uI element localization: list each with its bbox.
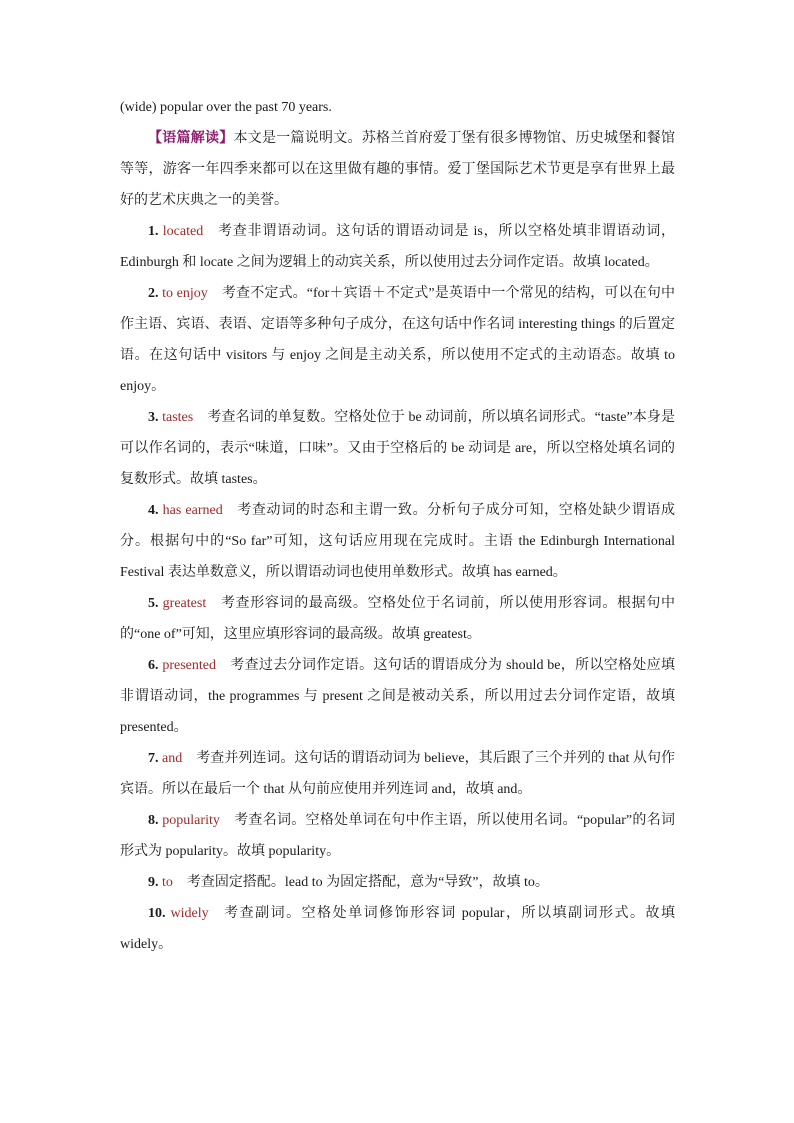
item-answer: and xyxy=(162,751,183,766)
item-number: 2. xyxy=(148,286,159,301)
answer-explanation-page xyxy=(120,92,675,960)
analysis-text: 本文是一篇说明文。苏格兰首府爱丁堡有很多博物馆、历史城堡和餐馆等等，游客一年四季来都可以在这里做有趣的事情。爱丁堡国际艺术节更是享有世界上最好的艺术庆典之一的美誉。 xyxy=(120,131,675,208)
item-explanation: 考查非谓语动词。这句话的谓语动词是 is，所以空格处填非谓语动词，Edinburgh 和 locate 之间为逻辑上的动宾关系，所以使用过去分词作定语。故填 located。 xyxy=(120,224,675,270)
item-explanation: 考查并列连词。这句话的谓语动词为 believe，其后跟了三个并列的 that 从句作宾语。所以在最后一个 that 从句前应使用并列连词 and，故填 and。 xyxy=(120,751,675,797)
item-number: 6. xyxy=(148,658,159,673)
item-answer: popularity xyxy=(162,813,220,828)
item-explanation: 考查名词。空格处单词在句中作主语，所以使用名词。“popular”的名词形式为 popularity。故填 popularity。 xyxy=(120,813,676,859)
explanation-item-3 xyxy=(120,402,675,495)
explanation-item-8 xyxy=(120,805,675,867)
item-number: 3. xyxy=(148,410,159,425)
item-explanation: 考查不定式。“for＋宾语＋不定式”是英语中一个常见的结构，可以在句中作主语、宾语、表语、定语等多种句子成分，在这句话中作名词 interesting things 的后置定语。在这句话中 visitors 与 enjoy 之间是主动关系，所以使用不定式的主动语态。故填 to enjoy。 xyxy=(120,286,675,394)
passage-analysis xyxy=(120,123,675,216)
item-answer: to xyxy=(162,875,173,890)
explanation-item-6 xyxy=(120,650,675,743)
explanation-item-2 xyxy=(120,278,675,402)
item-number: 10. xyxy=(148,906,166,921)
item-number: 5. xyxy=(148,596,159,611)
item-explanation: 考查过去分词作定语。这句话的谓语成分为 should be，所以空格处应填非谓语动词，the programmes 与 present 之间是被动关系，所以用过去分词作定语，故填 presented。 xyxy=(120,658,676,735)
item-answer: greatest xyxy=(162,596,207,611)
item-number: 4. xyxy=(148,503,159,518)
item-explanation: 考查动词的时态和主谓一致。分析句子成分可知，空格处缺少谓语成分。根据句中的“So far”可知，这句话应用现在完成时。主语 the Edinburgh International Festival 表达单数意义，所以谓语动词也使用单数形式。故填 has earned。 xyxy=(120,503,676,580)
item-answer: widely xyxy=(170,906,209,921)
item-answer: located xyxy=(162,224,204,239)
item-explanation: 考查名词的单复数。空格处位于 be 动词前，所以填名词形式。“taste”本身是可以作名词的，表示“味道，口味”。又由于空格后的 be 动词是 are，所以空格处填名词的复数形式。故填 tastes。 xyxy=(120,410,675,487)
item-answer: has earned xyxy=(162,503,223,518)
item-number: 1. xyxy=(148,224,159,239)
item-answer: to enjoy xyxy=(162,286,208,301)
item-explanation: 考查形容词的最高级。空格处位于名词前，所以使用形容词。根据句中的“one of”可知，这里应填形容词的最高级。故填 greatest。 xyxy=(120,596,675,642)
explanation-item-7 xyxy=(120,743,675,805)
item-answer: tastes xyxy=(162,410,194,425)
explanation-item-5 xyxy=(120,588,675,650)
explanation-item-10 xyxy=(120,898,675,960)
intro-line: (wide) popular over the past 70 years. xyxy=(120,100,332,115)
explanation-item-1 xyxy=(120,216,675,278)
item-explanation: 考查副词。空格处单词修饰形容词 popular，所以填副词形式。故填 widely。 xyxy=(120,906,676,952)
item-number: 8. xyxy=(148,813,159,828)
item-explanation: 考查固定搭配。lead to 为固定搭配，意为“导致”，故填 to。 xyxy=(186,875,549,890)
explanation-item-9 xyxy=(120,867,675,898)
item-answer: presented xyxy=(162,658,216,673)
explanation-item-4 xyxy=(120,495,675,588)
item-number: 7. xyxy=(148,751,159,766)
analysis-label: 【语篇解读】 xyxy=(148,131,234,146)
item-number: 9. xyxy=(148,875,159,890)
